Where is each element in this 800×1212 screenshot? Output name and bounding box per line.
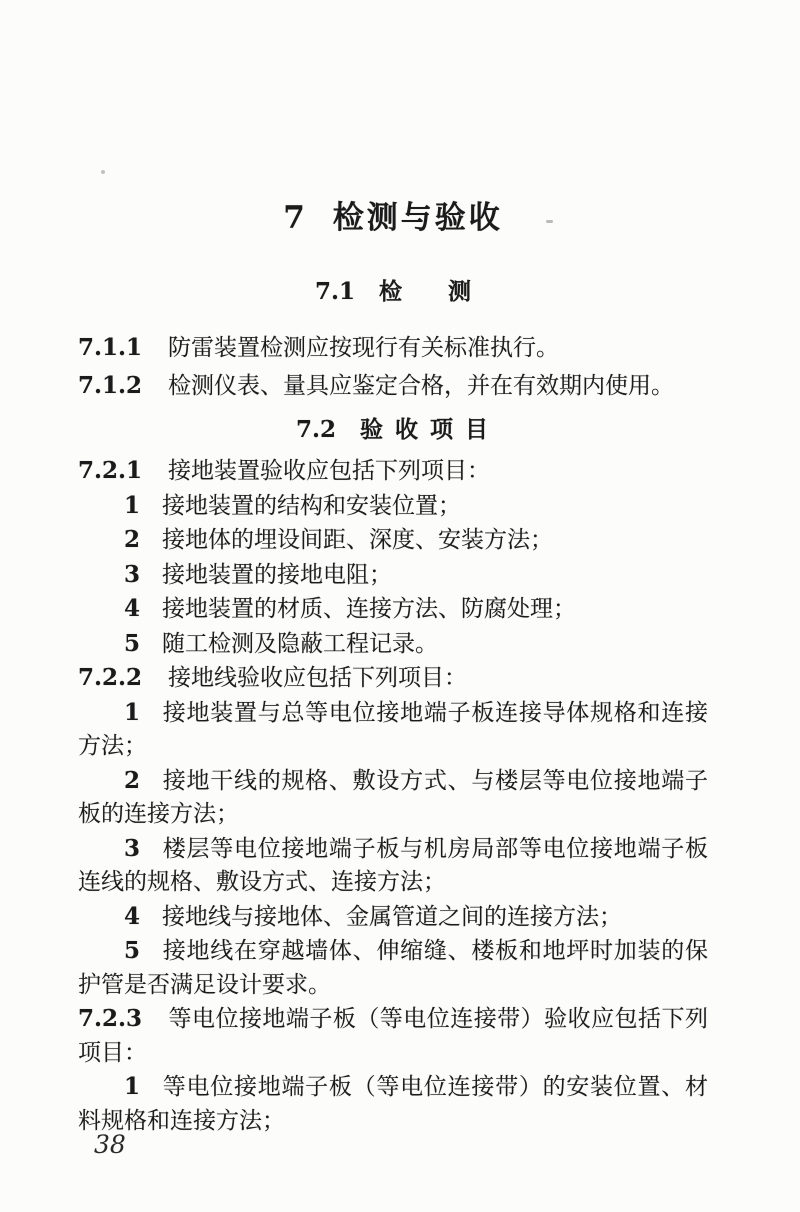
clause-number: 7.2.3 [78,1005,143,1032]
clause-item [78,900,708,935]
clause-item [78,592,708,627]
item-text: 随工检测及隐蔽工程记录。 [162,630,439,657]
item-text: 接地体的埋设间距、深度、安装方法； [162,527,554,553]
item-text: 接地线在穿越墙体、伸缩缝、楼板和地坪时加装的保护管是否满足设计要求。 [78,938,708,998]
clause-7.2.1 [78,454,708,489]
item-text: 楼层等电位接地端子板与机房局部等电位接地端子板连线的规格、敷设方式、连接方法； [78,835,708,895]
item-number: 1 [124,698,141,726]
item-text: 接地装置与总等电位接地端子板连接导体规格和连接方法； [78,699,708,759]
clause-number: 7.2.1 [78,457,143,484]
item-number: 3 [124,834,141,862]
item-number: 1 [124,1073,141,1100]
section-7-1-clauses [78,329,708,405]
chapter-title [78,198,708,238]
section-7-2-clauses [78,454,708,1138]
clause-7.2.3 [78,1002,708,1070]
item-number: 1 [124,491,141,519]
clause-item [78,558,708,593]
clause-item [78,764,708,832]
item-text: 接地干线的规格、敷设方式、与楼层等电位接地端子板的连接方法； [78,767,708,827]
section-title: 验 收 项 目 [359,416,491,443]
section-number: 7.1 [314,278,355,305]
clause-item [78,696,708,764]
clause-7.1.2 [78,367,708,405]
clause-text: 接地线验收应包括下列项目： [168,665,468,691]
chapter-number: 7 [283,200,305,236]
item-text: 接地装置的结构和安装位置； [162,492,462,519]
clause-number: 7.2.2 [78,664,143,691]
section-number: 7.2 [295,416,336,443]
clause-text: 防雷装置检测应按现行有关标准执行。 [168,335,560,361]
page-number: 38 [94,1130,126,1159]
scan-speck [546,220,553,223]
item-number: 4 [124,902,141,930]
section-heading-7-2 [78,414,708,446]
item-text: 等电位接地端子板（等电位连接带）的安装位置、材料规格和连接方法； [78,1074,708,1134]
clause-7.2.2 [78,661,708,696]
clause-number: 7.1.1 [78,334,143,361]
clause-item [78,627,708,662]
item-number: 5 [124,937,141,964]
clause-item [78,832,708,900]
item-text: 接地装置的接地电阻； [162,561,393,588]
chapter-title-text: 检测与验收 [332,200,503,236]
item-text: 接地装置的材质、连接方法、防腐处理； [162,596,577,622]
item-number: 4 [124,595,141,622]
item-number: 2 [124,766,141,794]
clause-7.1.1 [78,329,708,367]
clause-number: 7.1.2 [78,372,143,399]
clause-item [78,934,708,1002]
section-title: 检 测 [379,278,471,305]
section-heading-7-1 [78,276,708,308]
clause-text: 等电位接地端子板（等电位连接带）验收应包括下列项目： [78,1006,708,1066]
item-number: 5 [124,629,141,657]
clause-text: 接地装置验收应包括下列项目： [168,458,491,484]
clause-item [78,489,708,524]
clause-item [78,523,708,558]
clause-item [78,1070,708,1138]
clause-text: 检测仪表、量具应鉴定合格，并在有效期内使用。 [168,373,675,399]
item-number: 2 [124,526,141,553]
item-text: 接地线与接地体、金属管道之间的连接方法； [162,903,623,930]
scan-speck [101,170,105,174]
item-number: 3 [124,560,141,588]
